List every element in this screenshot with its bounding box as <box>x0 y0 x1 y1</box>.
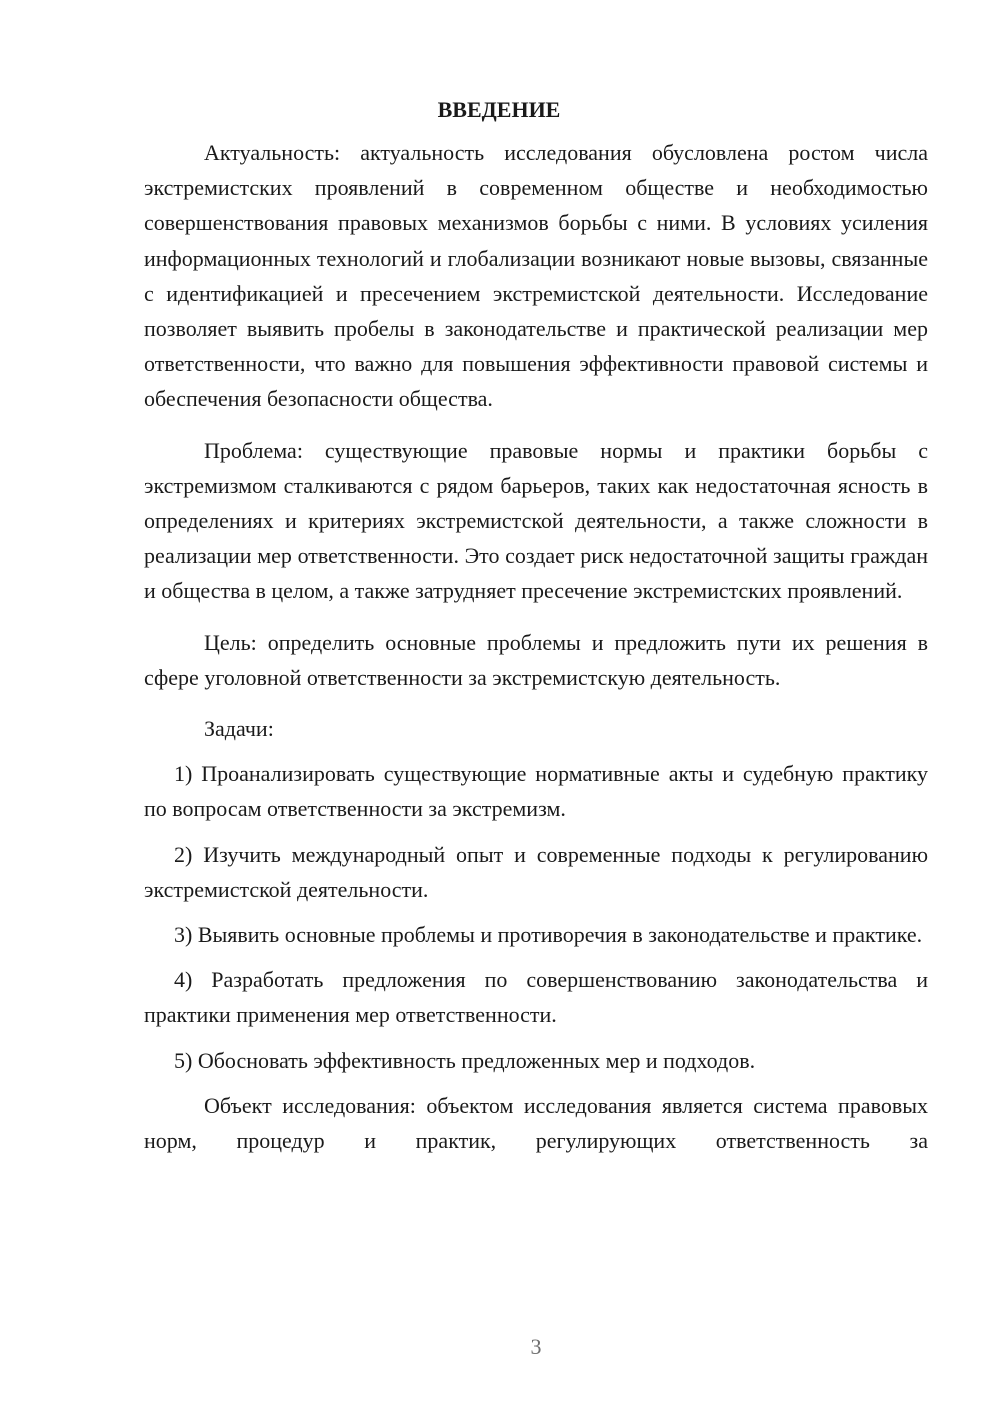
paragraph-relevance: Актуальность: актуальность исследования обусловлена ростом числа экстремистских проявлений в современном обществе и необходимостью совершенствования правовых механизмов борьбы с ними. В условиях усиления информационных технологий и глобализации возникают новые вызовы, связанные с идентификацией и пресечением экстремистской деятельности. Исследование позволяет выявить пробелы в законодательстве и практической реализации мер ответственности, что важно для повышения эффективности правовой системы и обеспечения безопасности общества. <box>144 140 928 412</box>
section-title: ВВЕДЕНИЕ <box>437 97 561 122</box>
task-item-3: 3) Выявить основные проблемы и противоречия в законодательстве и практике. <box>174 922 923 948</box>
task-item-5: 5) Обосновать эффективность предложенных мер и подходов. <box>174 1047 756 1073</box>
page-content <box>144 92 928 1174</box>
task-item-2: 2) Изучить международный опыт и современные подходы к регулированию экстремистской деятельности. <box>144 841 928 902</box>
paragraph-goal: Цель: определить основные проблемы и предложить пути их решения в сфере уголовной ответственности за экстремистскую деятельность. <box>144 629 928 690</box>
tasks-heading: Задачи: <box>204 716 274 742</box>
paragraph-problem: Проблема: существующие правовые нормы и практики борьбы с экстремизмом сталкиваются с рядом барьеров, таких как недостаточная ясность в определениях и критериях экстремистской деятельности, а также сложности в реализации мер ответственности. Это создает риск недостаточной защиты граждан и общества в целом, а также затрудняет пресечение экстремистских проявлений. <box>144 437 928 604</box>
task-item-4: 4) Разработать предложения по совершенствованию законодательства и практики применения мер ответственности. <box>144 967 928 1028</box>
task-item-1: 1) Проанализировать существующие нормативные акты и судебную практику по вопросам ответственности за экстремизм. <box>144 761 928 822</box>
paragraph-object: Объект исследования: объектом исследования является система правовых норм, процедур и практик, регулирующих ответственность за <box>144 1092 928 1154</box>
page-number: 3 <box>530 1334 542 1359</box>
